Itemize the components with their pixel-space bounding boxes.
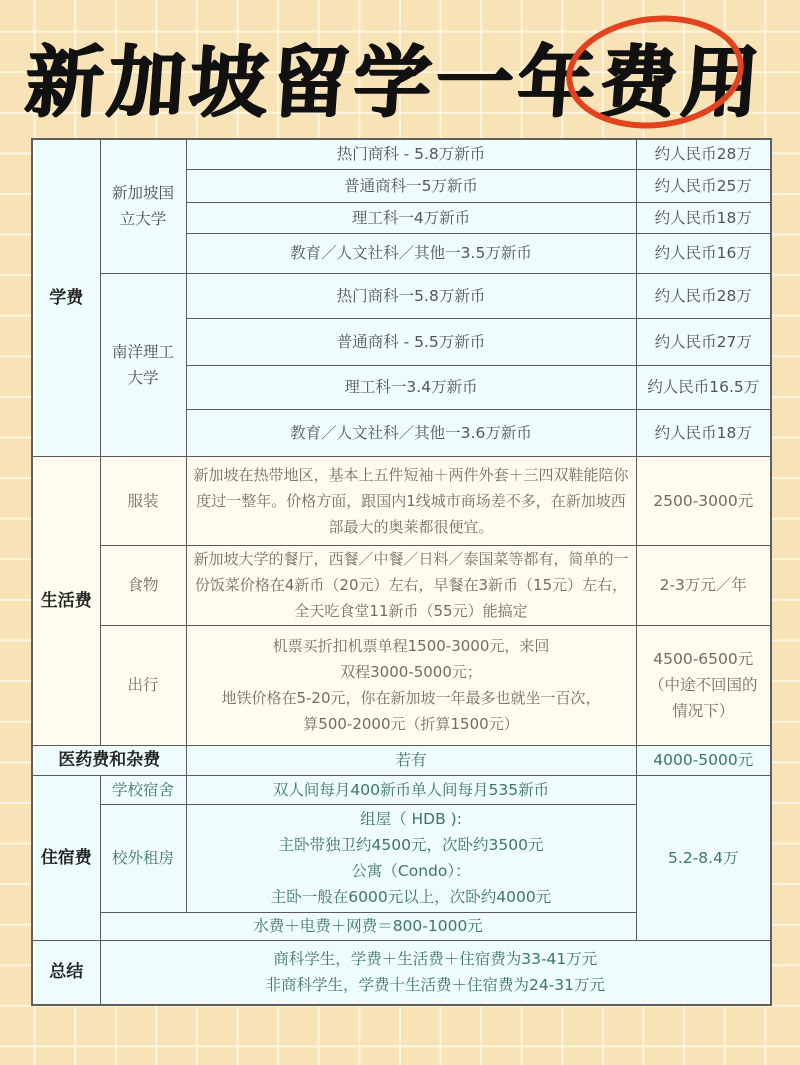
summary-line: 商科学生，学费＋生活费＋住宿费为33-41万元 <box>273 950 598 969</box>
major-cell: 热门商科 - 5.8万新币 <box>186 139 636 169</box>
desc-line: 机票买折扣机票单程1500-3000元，来回 <box>272 637 550 655</box>
living-cost-transport <box>636 625 771 745</box>
school-ntu: 南洋理工大学 <box>100 273 186 456</box>
rmb-cell: 约人民币27万 <box>636 318 771 365</box>
school-nus: 新加坡国立大学 <box>100 139 186 273</box>
living-cost-food: 2-3万元／年 <box>636 545 771 625</box>
major-cell: 普通商科一5万新币 <box>186 169 636 202</box>
rent-line: 主卧一般在6000元以上，次卧约4000元 <box>270 888 552 906</box>
major-cell: 热门商科一5.8万新币 <box>186 273 636 318</box>
desc-line: 双程3000-5000元； <box>340 663 482 681</box>
rent-line: 公寓（Condo）： <box>351 862 471 880</box>
housing-rent: 校外租房 <box>100 804 186 912</box>
rmb-cell: 约人民币18万 <box>636 409 771 456</box>
table-row <box>32 775 771 804</box>
category-housing: 住宿费 <box>32 775 100 940</box>
table-row <box>32 273 771 318</box>
summary-text <box>100 940 771 1005</box>
housing-utilities: 水费＋电费＋网费＝800-1000元 <box>100 912 636 940</box>
category-tuition: 学费 <box>32 139 100 456</box>
table-row <box>32 139 771 169</box>
title-text: 新加坡留学一年费用 <box>22 36 767 128</box>
housing-dorm: 学校宿舍 <box>100 775 186 804</box>
rmb-cell: 约人民币25万 <box>636 169 771 202</box>
category-living: 生活费 <box>32 456 100 745</box>
medical-cost: 4000-5000元 <box>636 745 771 775</box>
housing-rent-desc <box>186 804 636 912</box>
rmb-cell: 约人民币16.5万 <box>636 365 771 409</box>
category-summary: 总结 <box>32 940 100 1005</box>
table-row <box>32 940 771 1005</box>
rmb-cell: 约人民币28万 <box>636 139 771 169</box>
major-cell: 理工科一4万新币 <box>186 202 636 233</box>
medical-desc: 若有 <box>186 745 636 775</box>
living-item-food: 食物 <box>100 545 186 625</box>
category-medical: 医药费和杂费 <box>32 745 186 775</box>
cost-line: （中途不回国的 <box>648 676 758 694</box>
desc-line: 地铁价格在5-20元，你在新加坡一年最多也就坐一百次， <box>221 689 601 707</box>
housing-dorm-desc: 双人间每月400新币单人间每月535新币 <box>186 775 636 804</box>
living-desc-food: 新加坡大学的餐厅，西餐／中餐／日料／泰国菜等都有，简单的一份饭菜价格在4新币（20元）左右，早餐在3新币（15元）左右，全天吃食堂11新币（55元）能搞定 <box>186 545 636 625</box>
table-row <box>32 625 771 745</box>
living-item-transport: 出行 <box>100 625 186 745</box>
cost-table <box>31 138 772 1006</box>
major-cell: 教育／人文社科／其他一3.6万新币 <box>186 409 636 456</box>
table-row <box>32 456 771 545</box>
rmb-cell: 约人民币28万 <box>636 273 771 318</box>
major-cell: 理工科一3.4万新币 <box>186 365 636 409</box>
cost-line: 4500-6500元 <box>653 650 754 668</box>
housing-cost: 5.2-8.4万 <box>636 775 771 940</box>
major-cell: 教育／人文社科／其他一3.5万新币 <box>186 233 636 273</box>
summary-line: 非商科学生，学费十生活费＋住宿费为24-31万元 <box>265 976 606 995</box>
desc-line: 算500-2000元（折算1500元） <box>303 715 519 733</box>
rent-line: 主卧带独卫约4500元，次卧约3500元 <box>278 836 544 854</box>
rent-line: 组屋（ HDB ): <box>360 810 462 828</box>
rmb-cell: 约人民币16万 <box>636 233 771 273</box>
living-desc-transport <box>186 625 636 745</box>
rmb-cell: 约人民币18万 <box>636 202 771 233</box>
cost-line: 情况下） <box>672 702 735 720</box>
major-cell: 普通商科 - 5.5万新币 <box>186 318 636 365</box>
table-row <box>32 745 771 775</box>
living-desc-clothing: 新加坡在热带地区，基本上五件短袖＋两件外套＋三四双鞋能陪你度过一整年。价格方面，跟国内1线城市商场差不多，在新加坡西部最大的奥莱都很便宜。 <box>186 456 636 545</box>
table-row <box>32 545 771 625</box>
living-cost-clothing: 2500-3000元 <box>636 456 771 545</box>
living-item-clothing: 服装 <box>100 456 186 545</box>
